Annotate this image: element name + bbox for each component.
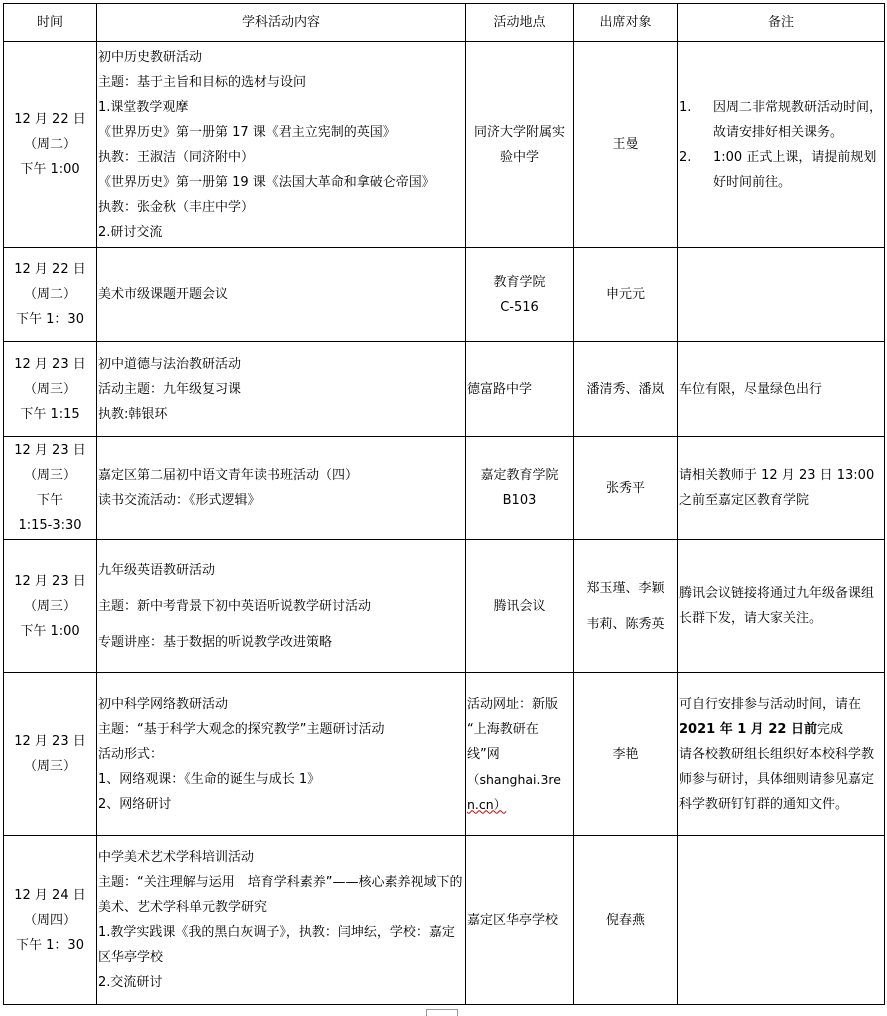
- content-cell: 初中历史教研活动 主题：基于主旨和目标的选材与设问 1.课堂教学观摩 《世界历史》第一册第 17 课《君主立宪制的英国》 执教：王淑洁（同济附中） 《世界历史》第一册第 19 课《法国大革命和拿破仑帝国》 执教：张金秋（丰庄中学） 2.研讨交流: [97, 42, 466, 248]
- attendee-cell: 张秀平: [574, 437, 678, 540]
- time-cell: 12 月 23 日 （周三）: [4, 673, 97, 836]
- attendee-cell: 倪春燕: [574, 836, 678, 1005]
- place-cell: 活动网址：新版 “上海教研在 线”网 （shanghai.3re n.cn）: [466, 673, 574, 836]
- table-row: [4, 836, 885, 1005]
- content-cell: 美术市级课题开题会议: [97, 248, 466, 342]
- header-time: 时间: [4, 4, 97, 42]
- note-cell: 可自行安排参与活动时间，请在 2021 年 1 月 22 日前完成 请各校教研组长组织好本校科学教师参与研讨，具体细则请参见嘉定科学教研钉钉群的通知文件。: [678, 673, 885, 836]
- time-cell: 12 月 22 日 （周二） 下午 1：30: [4, 248, 97, 342]
- table-row: [4, 437, 885, 540]
- note-cell: 腾讯会议链接将通过九年级备课组长群下发，请大家关注。: [678, 540, 885, 673]
- note-cell: [678, 248, 885, 342]
- header-place: 活动地点: [466, 4, 574, 42]
- content-cell: 初中道德与法治教研活动 活动主题：九年级复习课 执教:韩银环: [97, 342, 466, 437]
- content-cell: 九年级英语教研活动 主题：新中考背景下初中英语听说教学研讨活动 专题讲座：基于数据的听说教学改进策略: [97, 540, 466, 673]
- place-cell: 同济大学附属实 验中学: [466, 42, 574, 248]
- table-row: [4, 342, 885, 437]
- note-cell: [678, 42, 885, 248]
- content-cell: 嘉定区第二届初中语文青年读书班活动（四） 读书交流活动：《形式逻辑》: [97, 437, 466, 540]
- content-cell: 中学美术艺术学科培训活动 主题：“关注理解与运用 培育学科素养”——核心素养视域下的美术、艺术学科单元教学研究 1.教学实践课《我的黑白灰调子》，执教：闫坤纭，学校：嘉定区华亭学校 2.交流研讨: [97, 836, 466, 1005]
- attendee-cell: 潘清秀、潘岚: [574, 342, 678, 437]
- note-item: 1. 因周二非常规教研活动时间，故请安排好相关课务。: [679, 99, 883, 140]
- attendee-cell: 申元元: [574, 248, 678, 342]
- place-cell: 教育学院 C-516: [466, 248, 574, 342]
- attendee-cell: 郑玉瑾、李颖 韦莉、陈秀英: [574, 540, 678, 673]
- note-cell: 车位有限，尽量绿色出行: [678, 342, 885, 437]
- time-cell: 12 月 23 日 （周三） 下午 1:00: [4, 540, 97, 673]
- header-row: [4, 4, 885, 42]
- time-cell: 12 月 23 日 （周三） 下午 1:15-3:30: [4, 437, 97, 540]
- table-row: [4, 42, 885, 248]
- content-cell: 初中科学网络教研活动 主题：“基于科学大观念的探究教学”主题研讨活动 活动形式： 1、网络观课：《生命的诞生与成长 1》 2、网络研讨: [97, 673, 466, 836]
- place-cell: 腾讯会议: [466, 540, 574, 673]
- time-cell: 12 月 22 日 （周二） 下午 1:00: [4, 42, 97, 248]
- note-cell: 请相关教师于 12 月 23 日 13:00 之前至嘉定区教育学院: [678, 437, 885, 540]
- table-row: [4, 248, 885, 342]
- note-item: 2. 1:00 正式上课，请提前规划好时间前往。: [679, 149, 877, 190]
- header-attendee: 出席对象: [574, 4, 678, 42]
- header-note: 备注: [678, 4, 885, 42]
- table-row: [4, 540, 885, 673]
- note-cell: [678, 836, 885, 1005]
- attendee-cell: 李艳: [574, 673, 678, 836]
- deadline-text: 2021 年 1 月 22 日前: [679, 721, 817, 737]
- schedule-table: [3, 3, 885, 1005]
- header-content: 学科活动内容: [97, 4, 466, 42]
- place-cell: 德富路中学: [466, 342, 574, 437]
- place-cell: 嘉定教育学院 B103: [466, 437, 574, 540]
- time-cell: 12 月 24 日 （周四） 下午 1：30: [4, 836, 97, 1005]
- attendee-cell: 王曼: [574, 42, 678, 248]
- page-edge-marker: [426, 1009, 458, 1016]
- table-row: [4, 673, 885, 836]
- place-cell: 嘉定区华亭学校: [466, 836, 574, 1005]
- time-cell: 12 月 23 日 （周三） 下午 1:15: [4, 342, 97, 437]
